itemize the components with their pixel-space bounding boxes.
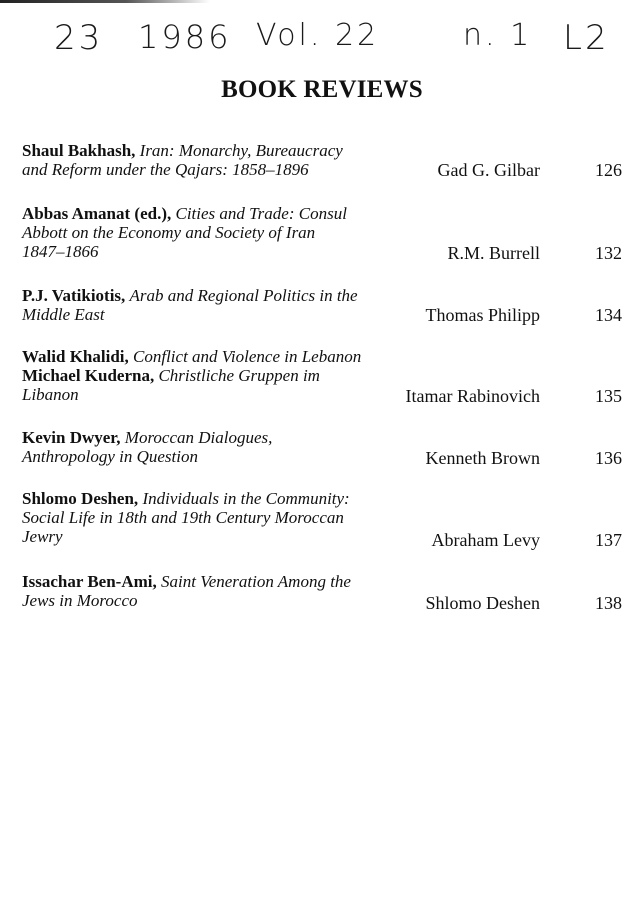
book-citation: [22, 204, 407, 261]
scan-edge: [0, 0, 210, 3]
reviewer-name: Kenneth Brown: [425, 448, 540, 468]
book-title: Moroccan Dialogues,: [124, 428, 273, 447]
author-name: P.J. Vatikiotis,: [22, 286, 126, 305]
book-citation: [22, 428, 407, 466]
handwritten-volume-label: Vol. 22: [256, 18, 380, 53]
book-title-continued: 1847–1866: [22, 242, 99, 261]
author-name: Abbas Amanat (ed.),: [22, 204, 172, 223]
page-number: 138: [595, 593, 622, 613]
book-title-continued: Social Life in 18th and 19th Century Moroccan: [22, 508, 344, 527]
second-author-name: Michael Kuderna,: [22, 366, 155, 385]
book-title: Saint Veneration Among the: [161, 572, 351, 591]
reviewer-name: R.M. Burrell: [447, 243, 540, 263]
page-number: 136: [595, 448, 622, 468]
page-number: 137: [595, 530, 622, 550]
author-name: Walid Khalidi,: [22, 347, 129, 366]
page-number: 132: [595, 243, 622, 263]
book-citation: [22, 347, 412, 404]
handwritten-note: [18, 8, 618, 60]
reviewer-name: Gad G. Gilbar: [437, 160, 540, 180]
handwritten-code: L2: [563, 18, 610, 58]
second-book-title-continued: Libanon: [22, 385, 79, 404]
book-citation: [22, 572, 407, 610]
author-name: Shaul Bakhash,: [22, 141, 136, 160]
page-number: 134: [595, 305, 622, 325]
author-name: Kevin Dwyer,: [22, 428, 121, 447]
book-title: Arab and Regional Politics in the: [129, 286, 358, 305]
handwritten-issue: n. 1: [463, 18, 533, 53]
book-title-continued: Jewry: [22, 527, 63, 546]
reviewer-name: Shlomo Deshen: [425, 593, 540, 613]
book-title: Iran: Monarchy, Bureaucracy: [139, 141, 343, 160]
handwritten-year: 1986: [138, 18, 232, 56]
book-citation: [22, 286, 407, 324]
book-citation: [22, 489, 407, 546]
book-title-continued: Middle East: [22, 305, 105, 324]
book-title-continued: Jews in Morocco: [22, 591, 138, 610]
book-title: Conflict and Violence in Lebanon: [133, 347, 362, 366]
book-title-continued: Abbott on the Economy and Society of Iran: [22, 223, 316, 242]
page-number: 126: [595, 160, 622, 180]
book-title: Cities and Trade: Consul: [175, 204, 347, 223]
reviewer-name: Itamar Rabinovich: [405, 386, 540, 406]
book-title-continued: and Reform under the Qajars: 1858–1896: [22, 160, 309, 179]
reviewer-name: Thomas Philipp: [425, 305, 540, 325]
page-title: BOOK REVIEWS: [221, 76, 423, 103]
reviewer-name: Abraham Levy: [431, 530, 540, 550]
book-citation: [22, 141, 407, 179]
author-name: Issachar Ben-Ami,: [22, 572, 157, 591]
second-book-title: Christliche Gruppen im: [158, 366, 320, 385]
author-name: Shlomo Deshen,: [22, 489, 139, 508]
handwritten-number: 23: [54, 18, 104, 58]
book-title: Individuals in the Community:: [142, 489, 350, 508]
book-title-continued: Anthropology in Question: [22, 447, 198, 466]
page-number: 135: [595, 386, 622, 406]
